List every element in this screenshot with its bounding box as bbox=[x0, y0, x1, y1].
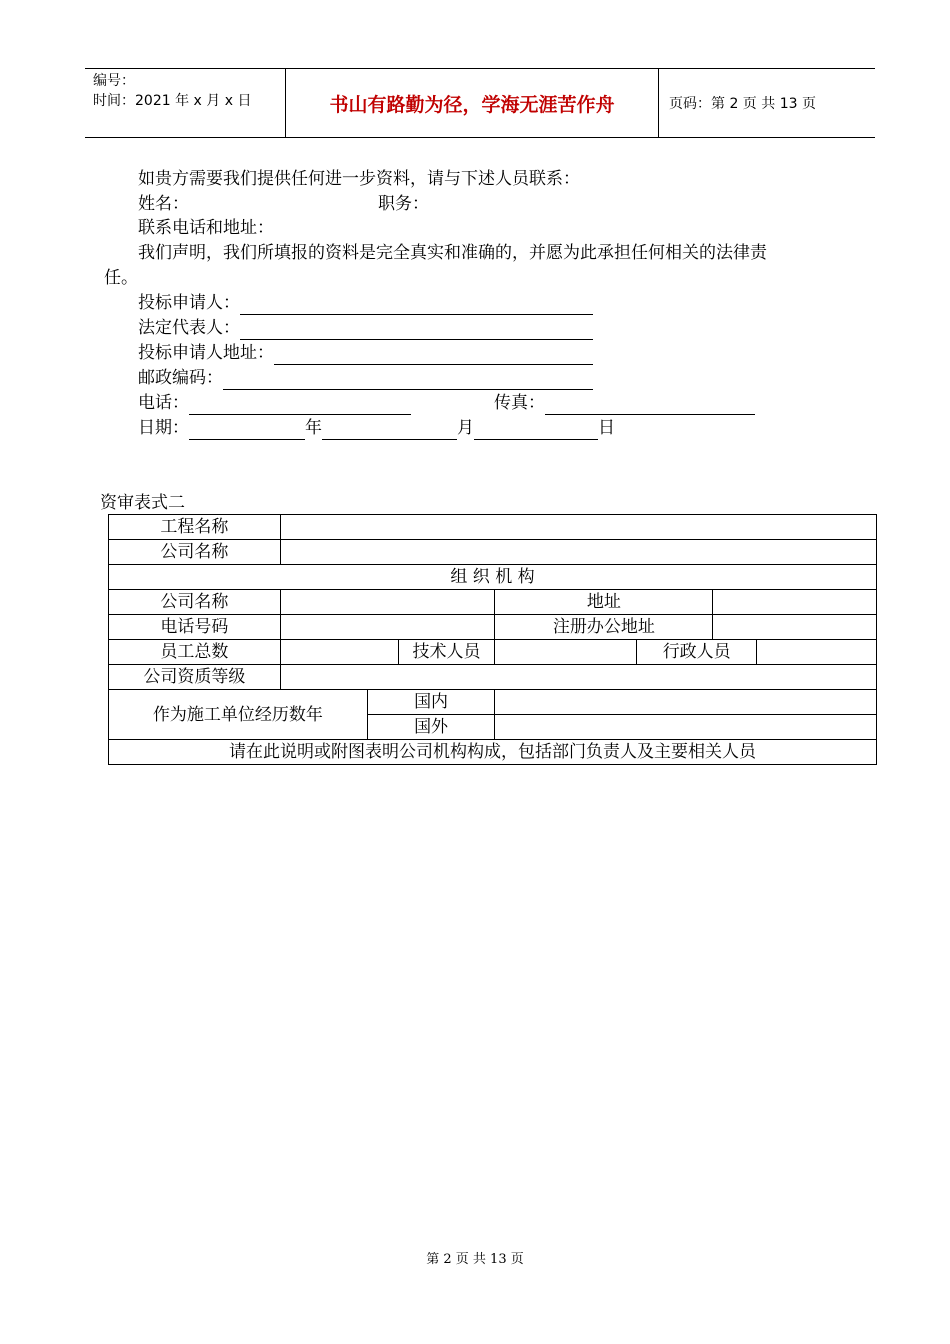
company-name2-label: 公司名称 bbox=[109, 590, 281, 615]
header-page-cell bbox=[659, 69, 875, 137]
postcode-label: 邮政编码： bbox=[138, 368, 223, 388]
contact-intro: 如贵方需要我们提供任何进一步资料，请与下述人员联系： bbox=[138, 169, 580, 189]
month-field[interactable] bbox=[322, 421, 457, 440]
reg-address-label: 注册办公地址 bbox=[495, 615, 713, 640]
org-note: 请在此说明或附图表明公司机构构成，包括部门负责人及主要相关人员 bbox=[109, 740, 877, 765]
table-row bbox=[109, 515, 877, 540]
admin-staff-value[interactable] bbox=[757, 640, 877, 665]
postcode-row bbox=[138, 366, 593, 390]
form-title: 资审表式二 bbox=[100, 493, 185, 513]
phone-no-label: 电话号码 bbox=[109, 615, 281, 640]
phone-label: 电话： bbox=[138, 393, 189, 413]
abroad-value[interactable] bbox=[495, 715, 877, 740]
qualification-value[interactable] bbox=[280, 665, 876, 690]
date-label: 日期： bbox=[138, 418, 189, 438]
page-header bbox=[85, 68, 875, 138]
table-row bbox=[109, 690, 877, 715]
company-name-label: 公司名称 bbox=[109, 540, 281, 565]
fax-field[interactable] bbox=[545, 396, 755, 415]
header-left-cell bbox=[85, 69, 286, 137]
number-label: 编号： bbox=[93, 73, 135, 89]
address-cell-label: 地址 bbox=[495, 590, 713, 615]
staff-total-label: 员工总数 bbox=[109, 640, 281, 665]
domestic-label: 国内 bbox=[367, 690, 495, 715]
tech-staff-label: 技术人员 bbox=[398, 640, 495, 665]
day-label: 日 bbox=[598, 418, 615, 438]
month-label: 月 bbox=[457, 418, 474, 438]
applicant-field[interactable] bbox=[240, 296, 593, 315]
domestic-value[interactable] bbox=[495, 690, 877, 715]
table-row bbox=[109, 740, 877, 765]
staff-total-value[interactable] bbox=[280, 640, 398, 665]
legal-rep-field[interactable] bbox=[240, 321, 593, 340]
declaration-line-2: 任。 bbox=[104, 268, 138, 288]
address-cell-value[interactable] bbox=[713, 590, 877, 615]
date-row bbox=[138, 416, 615, 440]
address-row bbox=[138, 341, 593, 365]
applicant-label: 投标申请人： bbox=[138, 293, 240, 313]
abroad-label: 国外 bbox=[367, 715, 495, 740]
table-row bbox=[109, 565, 877, 590]
table-row bbox=[109, 665, 877, 690]
page-number-label: 页码：第 2 页 共 13 页 bbox=[669, 96, 816, 112]
project-name-label: 工程名称 bbox=[109, 515, 281, 540]
phone-row bbox=[138, 391, 411, 415]
page-footer: 第 2 页 共 13 页 bbox=[426, 1252, 524, 1267]
time-label: 时间：2021 年 x 月 x 日 bbox=[93, 93, 252, 109]
table-row bbox=[109, 590, 877, 615]
fax-row bbox=[494, 391, 755, 415]
address-field[interactable] bbox=[274, 346, 593, 365]
reg-address-value[interactable] bbox=[713, 615, 877, 640]
phone-field[interactable] bbox=[189, 396, 411, 415]
company-name-value[interactable] bbox=[280, 540, 876, 565]
motto-text: 书山有路勤为径，学海无涯苦作舟 bbox=[329, 93, 615, 116]
years-label: 作为施工单位经历数年 bbox=[109, 690, 368, 740]
fax-label: 传真： bbox=[494, 393, 545, 413]
table-row bbox=[109, 615, 877, 640]
header-motto-cell bbox=[286, 69, 659, 137]
year-label: 年 bbox=[305, 418, 322, 438]
day-field[interactable] bbox=[474, 421, 598, 440]
phone-no-value[interactable] bbox=[280, 615, 495, 640]
table-row bbox=[109, 540, 877, 565]
address-label: 投标申请人地址： bbox=[138, 343, 274, 363]
qualification-label: 公司资质等级 bbox=[109, 665, 281, 690]
postcode-field[interactable] bbox=[223, 371, 593, 390]
table-row bbox=[109, 640, 877, 665]
company-name2-value[interactable] bbox=[280, 590, 495, 615]
org-section-title: 组 织 机 构 bbox=[109, 565, 877, 590]
declaration-line-1: 我们声明，我们所填报的资料是完全真实和准确的，并愿为此承担任何相关的法律责 bbox=[138, 243, 767, 263]
year-field[interactable] bbox=[189, 421, 305, 440]
org-table bbox=[108, 514, 877, 765]
project-name-value[interactable] bbox=[280, 515, 876, 540]
duty-label: 职务： bbox=[378, 194, 429, 214]
contact-label: 联系电话和地址： bbox=[138, 218, 274, 238]
legal-rep-row bbox=[138, 316, 593, 340]
name-label: 姓名： bbox=[138, 194, 189, 214]
admin-staff-label: 行政人员 bbox=[637, 640, 757, 665]
applicant-row bbox=[138, 291, 593, 315]
legal-rep-label: 法定代表人： bbox=[138, 318, 240, 338]
tech-staff-value[interactable] bbox=[495, 640, 637, 665]
